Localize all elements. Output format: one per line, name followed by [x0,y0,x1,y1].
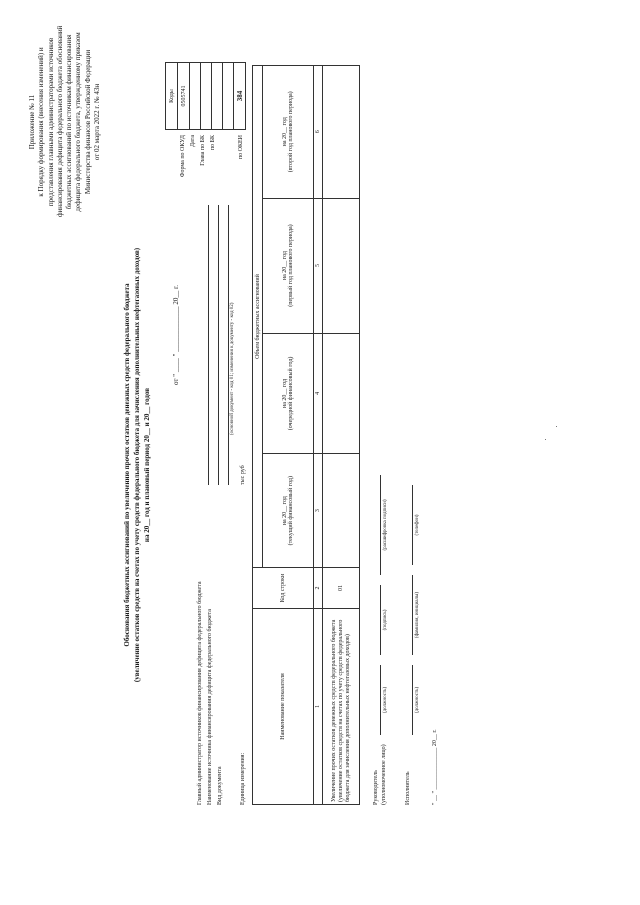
col5-year: на 20__ год [282,251,288,281]
col4-sub: (очередной финансовый год) [288,356,294,431]
executor-position-line [412,665,413,735]
scan-speck [556,426,557,427]
code-bk [212,63,223,130]
head-signature-caption: (подпись) [383,609,388,631]
column-number: 4 [314,333,323,454]
col-header-name: Наименование показателя [253,609,314,805]
row-indicator-name: Увеличение прочих остатков денежных средств федерального бюджета (увеличение остатков средств на счетах по учету средств федерального бюджета для зачисления дополнительных нефтегазовых доходов) [323,609,360,805]
code-chapter [201,63,212,130]
title-line: Обоснования бюджетных ассигнований по увеличению прочих остатков денежных средств федерального бюджета [123,283,131,647]
col5-sub: (первый год планового периода) [288,224,294,307]
executor-fio-caption: (фамилия, инициалы) [415,591,420,639]
col-header-next-year [263,333,314,454]
executor-fio-line [412,575,413,655]
executor-phone-caption: (телефон) [415,514,420,536]
codes-label-chapter: Глава по БК [200,135,206,166]
column-number: 2 [314,568,323,609]
scan-speck [545,439,546,440]
code-okud: 0505741 [178,63,190,130]
codes-header: Коды [166,63,178,130]
head-label [372,744,388,805]
head-position-line [380,665,381,735]
field-source-label: Наименование источника финансирования дефицита федерального бюджета [207,609,213,805]
col6-sub: (второй год планового периода) [288,91,294,173]
appendix-text-line: финансирования дефицита федерального бюджета обоснований [55,25,64,217]
head-decoding-line [380,475,381,575]
row-value-next [323,333,360,454]
col6-year: на 20__ год [282,117,288,147]
head-position-caption: (должность) [383,686,388,714]
col-header-plan1 [263,198,314,333]
signature-date: " __ " ______________ 20__ г. [432,729,438,805]
col-header-current-year [263,454,314,568]
field-doctype-line [228,205,229,485]
executor-phone-line [412,485,413,565]
column-number: 3 [314,454,323,568]
code-date [190,63,201,130]
appendix-text-line: бюджетных ассигнований по источникам финансирования [65,34,74,210]
head-label-line2: (уполномоченное лицо) [381,744,387,805]
col-header-code: Код строки [253,568,314,609]
document-title [122,175,152,755]
head-decoding-caption: (расшифровка подписи) [383,499,388,551]
field-doctype-hint: (основной документ - код 01; изменения к документу - код 02) [230,302,235,435]
appendix-block [28,27,102,217]
column-number: 1 [314,609,323,805]
col3-sub: (текущий финансовый год) [288,476,294,546]
codes-label-date: Дата [190,135,196,147]
field-unit-value: тыс руб [240,465,246,485]
code-okei: 384 [234,63,246,130]
document-date: от " ____ " _____________ 20__ г. [172,284,180,385]
executor-position-caption: (должность) [415,686,420,714]
main-table [252,65,360,805]
appendix-text-line: к Порядку формирования (внесения изменений) и [37,47,46,197]
col-header-plan2 [263,66,314,199]
col4-year: на 20__ год [282,378,288,408]
field-unit-label: Единица измерения: [240,752,246,805]
codes-label-bk: по БК [210,135,216,151]
codes-label-okud: Форма по ОКУД [180,135,186,178]
appendix-text-line: дефицита федерального бюджета, утвержденному приказом [74,32,83,212]
row-value-plan1 [323,198,360,333]
executor-label: Исполнитель [405,771,411,805]
row-code: 01 [323,568,360,609]
table-row [323,66,360,805]
column-number-row [314,66,323,805]
codes-label-okei: по ОКЕИ [238,135,244,160]
codes-table [165,62,246,130]
field-admin-label: Главный администратор источников финансирования дефицита федерального бюджета [197,581,203,805]
column-number: 6 [314,66,323,199]
col3-year: на 20__ год [282,496,288,526]
title-period: на 20__ год и плановый период 20__ и 20__ годов [143,387,151,543]
appendix-text-line: Министерства финансов Российской Федерации [83,49,92,195]
head-signature-line [380,585,381,655]
codes-label-empty [218,135,228,205]
field-source-line [218,205,219,485]
field-admin-line [208,205,209,485]
field-doctype-label: Вид документа [217,766,223,805]
code-empty [223,63,234,130]
codes-labels [178,135,246,205]
appendix-number: Приложение № 11 [28,94,36,150]
appendix-order-date: от 02 марта 2022 г. № 43н [93,83,102,161]
column-number: 5 [314,198,323,333]
title-subtitle: (увеличение остатков средств на счетах по учету средств федерального бюджета для зачисления дополнительных нефтегазовых доходов) [133,247,141,683]
col-header-group: Объем бюджетных ассигнований [253,66,263,568]
row-value-current [323,454,360,568]
appendix-text-line: представления главными администраторами источников [46,37,55,207]
row-value-plan2 [323,66,360,199]
head-label-line1: Руководитель [373,770,379,805]
